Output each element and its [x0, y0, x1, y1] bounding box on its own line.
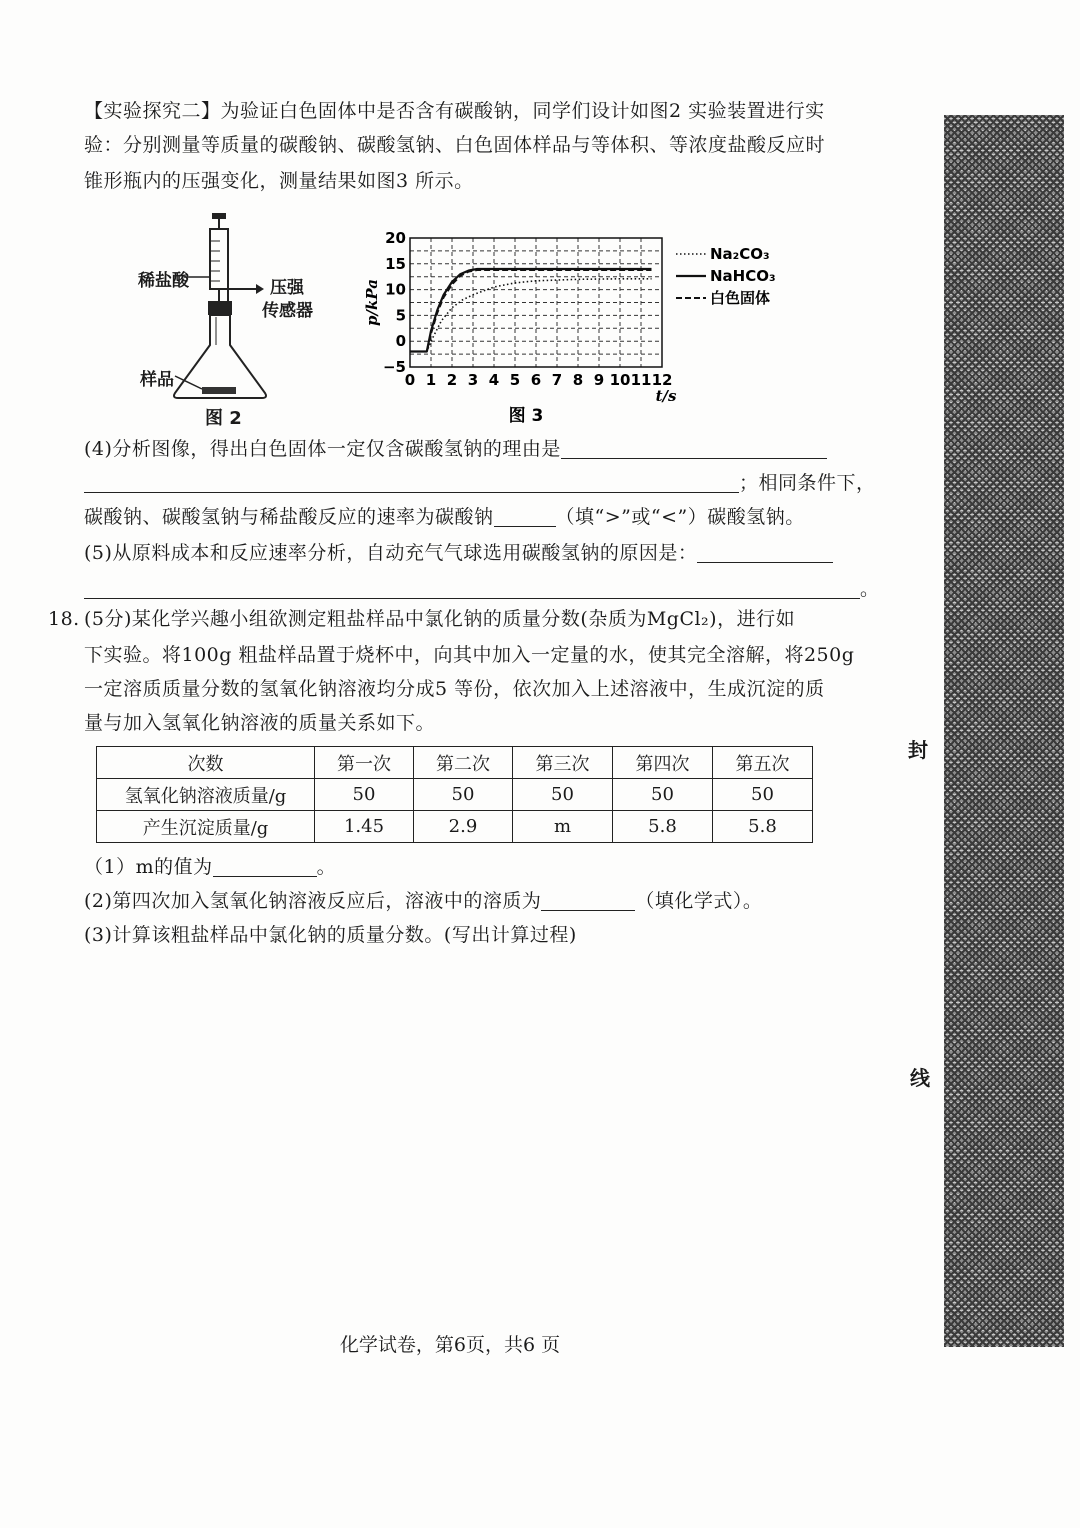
table-header-cell: 第一次 [315, 747, 414, 779]
y-tick-label: −5 [382, 358, 406, 376]
stopper [208, 301, 232, 315]
q18-number: 18. [48, 608, 80, 630]
legend-label-1: Na₂CO₃ [710, 245, 770, 263]
y-tick-label: 5 [395, 306, 406, 325]
x-tick-label: 10 [609, 371, 631, 389]
conical-flask [174, 315, 266, 398]
syringe-plunger-top [212, 213, 226, 219]
acid-label: 稀盐酸 [138, 271, 189, 291]
x-tick-label: 6 [530, 371, 542, 389]
q4-rate-prompt: 碳酸钠、碳酸氢钠与稀盐酸反应的速率为碳酸钠 [84, 506, 494, 528]
sub-q1-blank[interactable] [213, 856, 317, 877]
q4-continuation: ；相同条件下， [739, 472, 876, 494]
table-cell: 50 [513, 779, 613, 811]
q5-blank-a[interactable] [697, 542, 833, 563]
table-cell: 产生沉淀质量/g [97, 811, 315, 843]
q5-prompt: (5)从原料成本和反应速率分析，自动充气气球选用碳酸氢钠的原因是： [84, 542, 698, 564]
table-cell: m [513, 811, 613, 843]
syringe-barrel [210, 229, 228, 289]
series-line-3 [410, 270, 652, 352]
table-header-cell: 第二次 [414, 747, 513, 779]
data-table [96, 746, 813, 843]
q4-rate-blank[interactable] [494, 506, 556, 527]
sub-q1 [84, 850, 336, 884]
sub-q3: (3)计算该粗盐样品中氯化钠的质量分数。(写出计算过程) [84, 924, 577, 946]
figure-2-caption: 图 2 [205, 408, 242, 429]
table-cell: 50 [713, 779, 813, 811]
x-tick-label: 1 [425, 371, 437, 389]
x-tick-label: 4 [488, 371, 500, 389]
q4-reason-blank-b[interactable] [84, 472, 739, 493]
q18-line-3: 一定溶质质量分数的氢氧化钠溶液均分成5 等份，依次加入上述溶液中，生成沉淀的质 [84, 678, 825, 700]
margin-seal-char: 封 [908, 738, 928, 762]
binding-margin-strip [944, 115, 1064, 1347]
sub-q2-hint: （填化学式）。 [635, 890, 763, 912]
q5-blank-b[interactable] [84, 578, 860, 599]
y-tick-label: 0 [395, 332, 406, 351]
x-tick-label: 8 [572, 371, 584, 389]
q4-line-1 [84, 432, 827, 466]
table-header-row [97, 747, 813, 779]
x-tick-label: 2 [446, 371, 458, 389]
page-footer: 化学试卷，第6页，共6 页 [339, 1334, 561, 1356]
q5-line-2 [84, 572, 880, 606]
table-header-cell: 次数 [97, 747, 315, 779]
table-cell: 5.8 [713, 811, 813, 843]
q18-line-2: 下实验。将100g 粗盐样品置于烧杯中，向其中加入一定量的水，使其完全溶解，将250g [84, 644, 855, 666]
table-row [97, 779, 813, 811]
section2-line-2: 验：分别测量等质量的碳酸钠、碳酸氢钠、白色固体样品与等体积、等浓度盐酸反应时 [84, 134, 826, 156]
table-cell: 50 [414, 779, 513, 811]
y-tick-label: 20 [385, 229, 406, 247]
x-tick-label: 0 [404, 371, 416, 389]
x-tick-label: 5 [509, 371, 521, 389]
q4-line-3 [84, 500, 805, 534]
y-tick-label: 10 [385, 280, 406, 299]
table-cell: 50 [315, 779, 414, 811]
sub-q1-prompt: （1）m的值为 [84, 856, 213, 878]
x-tick-label: 12 [651, 371, 673, 389]
table-row [97, 811, 813, 843]
sub-q1-end: 。 [316, 856, 337, 878]
section2-line-1: 【实验探究二】为验证白色固体中是否含有碳酸钠，同学们设计如图2 实验装置进行实 [84, 100, 825, 122]
x-tick-label: 3 [467, 371, 479, 389]
table-header-cell: 第五次 [713, 747, 813, 779]
figure-3-chart [355, 222, 800, 430]
section2-line-3: 锥形瓶内的压强变化，测量结果如图3 所示。 [84, 170, 474, 192]
q4-reason-blank-a[interactable] [561, 438, 827, 459]
table-header-cell: 第三次 [513, 747, 613, 779]
sub-q2-prompt: (2)第四次加入氢氧化钠溶液反应后，溶液中的溶质为 [84, 890, 542, 912]
table-cell: 2.9 [414, 811, 513, 843]
q18-line-1: (5分)某化学兴趣小组欲测定粗盐样品中氯化钠的质量分数(杂质为MgCl₂)，进行如 [84, 608, 796, 630]
sensor-label-2: 传感器 [262, 301, 313, 321]
sample-label: 样品 [140, 370, 174, 390]
x-tick-label: 7 [551, 371, 563, 389]
table-header-cell: 第四次 [613, 747, 713, 779]
legend-label-2: NaHCO₃ [710, 267, 776, 285]
q4-rate-hint: （填“>”或“<”）碳酸氢钠。 [555, 506, 805, 528]
table-cell: 50 [613, 779, 713, 811]
x-tick-label: 9 [593, 371, 605, 389]
table-cell: 1.45 [315, 811, 414, 843]
figure-3-caption: 图 3 [508, 406, 544, 426]
x-axis-label: t/s [655, 387, 677, 405]
q4-line-2 [84, 466, 876, 500]
q5-end: 。 [860, 578, 880, 600]
table-cell: 5.8 [613, 811, 713, 843]
sub-q2-blank[interactable] [541, 890, 635, 911]
sub-q2 [84, 884, 762, 918]
q18-line-4: 量与加入氢氧化钠溶液的质量关系如下。 [84, 712, 436, 734]
legend-label-3: 白色固体 [710, 289, 771, 307]
x-tick-label: 11 [630, 371, 652, 389]
figure-2-apparatus [130, 205, 360, 430]
q4-prompt: (4)分析图像，得出白色固体一定仅含碳酸氢钠的理由是 [84, 438, 561, 460]
y-tick-label: 15 [385, 254, 406, 273]
margin-line-char: 线 [910, 1066, 930, 1090]
q5-line-1 [84, 536, 833, 570]
y-axis-label: p/kPa [363, 279, 381, 326]
sample [202, 387, 236, 394]
sensor-label-1: 压强 [270, 278, 304, 298]
sensor-arrow [256, 284, 264, 294]
table-cell: 氢氧化钠溶液质量/g [97, 779, 315, 811]
